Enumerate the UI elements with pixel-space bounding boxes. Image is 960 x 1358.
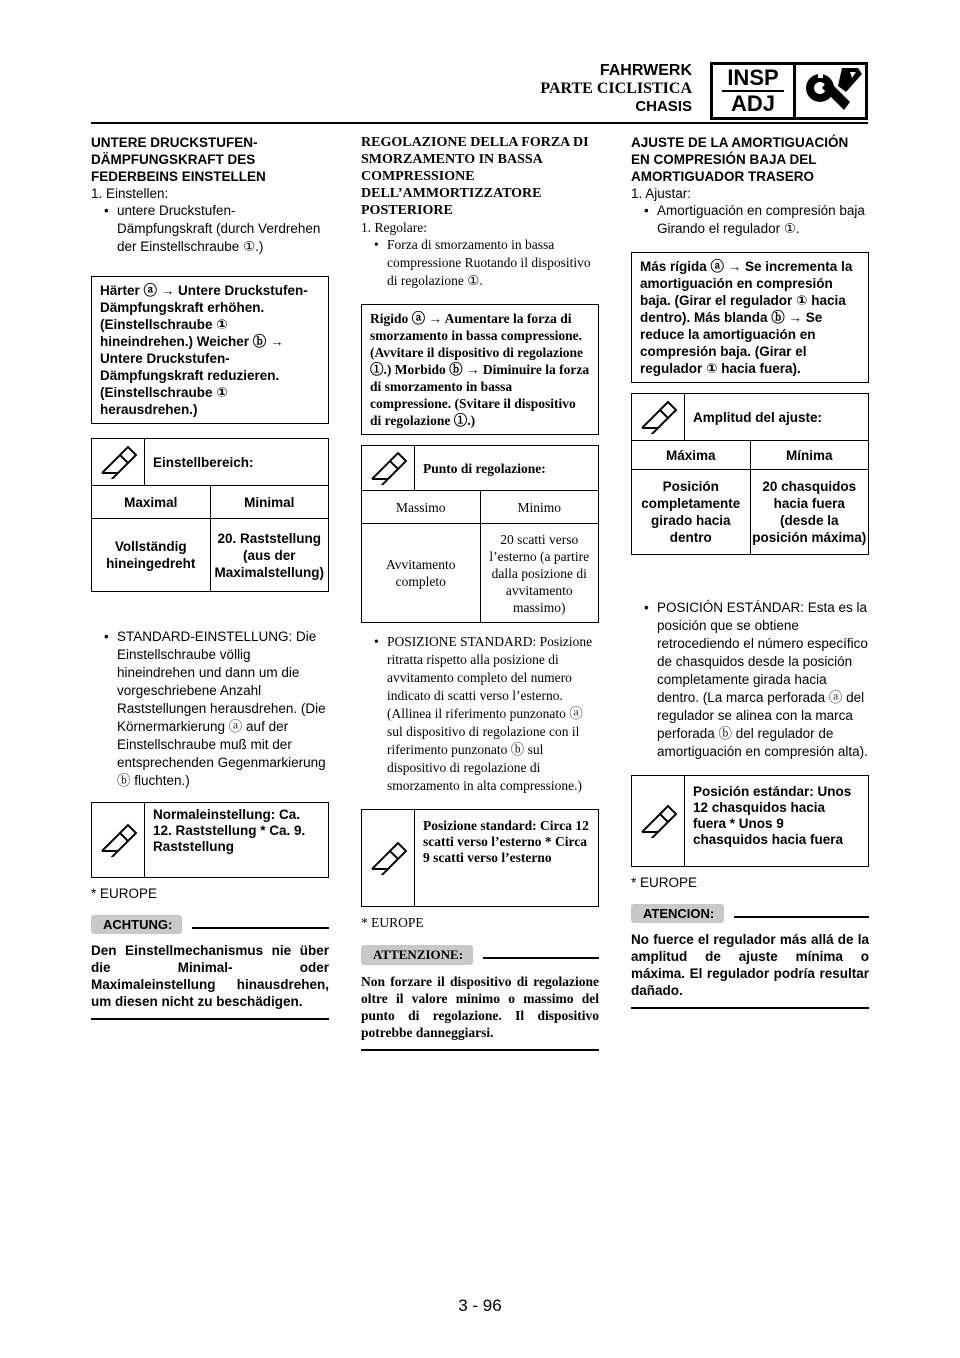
wrench-icon <box>798 66 864 116</box>
column-header-min: Mínima <box>750 441 869 469</box>
warning-end-rule <box>361 1049 599 1051</box>
bullet-item: • untere Druckstufen-Dämpfungskraft (durch Verdrehen der Einstellschraube ①.) <box>104 203 321 254</box>
column-header-max: Massimo <box>395 499 446 515</box>
standard-setting-bullet: • POSICIÓN ESTÁNDAR: Esta es la posición que se obtiene retrocediendo el número específico de chasquidos desde la posición completamente girada hacia dentro. (La marca perforada ⓐ del regulador se alinea con la marca perforada ⓑ del regulador de amortiguación en compresión alta). <box>644 600 868 759</box>
pen-icon <box>632 776 685 866</box>
pen-icon <box>92 803 145 877</box>
page-number: 3 - 96 <box>458 1296 502 1315</box>
adjust-direction-box: Härter ⓐ → Untere Druckstufen-Dämpfungskraft erhöhen. (Einstellschraube ① hineindrehen.) Weicher ⓑ → Untere Druckstufen-Dämpfungskraft reduzieren. (Einstellschraube ① herausdrehen.) <box>91 276 329 424</box>
value-min: 20 chasquidos hacia fuera (desde la posición máxima) <box>750 470 869 554</box>
title-it: PARTE CICLISTICA <box>540 80 692 97</box>
pen-icon <box>362 446 415 490</box>
step-label: 1. Einstellen: <box>91 186 169 201</box>
insp-adj-badge <box>710 62 868 120</box>
value-min: 20. Raststellung (aus der Maximalstellung) <box>210 519 329 591</box>
header-rule <box>91 122 868 124</box>
warning-tag: ACHTUNG: <box>91 915 182 934</box>
badge-top-text: INSP <box>727 65 779 90</box>
warning-body: Den Einstellmechanismus nie über die Minimal- oder Maximaleinstellung hinausdrehen, um diesen nicht zu beschädigen. <box>91 943 329 1009</box>
section-heading: UNTERE DRUCKSTUFEN-DÄMPFUNGSKRAFT DES FEDERBEINS EINSTELLEN <box>91 135 266 184</box>
column-german <box>91 134 329 1020</box>
standard-note-box <box>91 802 329 878</box>
adjust-direction-box: Más rígida ⓐ → Se incrementa la amortiguación en compresión baja. (Girar el regulador ① hacia dentro). Más blanda ⓑ → Se reduce la amortiguación en compresión baja. (Girar el regulador ① hacia fuera). <box>631 252 869 383</box>
column-header-max: Máxima <box>665 447 716 463</box>
warning-header <box>631 904 869 923</box>
warning-end-rule <box>91 1018 329 1020</box>
standard-note-text: Normaleinstellung: Ca. 12. Raststellung * Ca. 9. Raststellung <box>153 807 306 854</box>
warning-body: No fuerce el regulador más allá de la amplitud de ajuste mínima o máxima. El regulador podría resultar dañado. <box>631 932 869 998</box>
column-header-min: Minimo <box>480 491 599 523</box>
column-header-min: Minimal <box>210 486 329 518</box>
warning-header <box>361 945 599 965</box>
range-table <box>91 438 329 592</box>
europe-note: * EUROPE <box>361 915 424 930</box>
title-de: FAHRWERK <box>599 62 692 79</box>
range-label: Amplitud del ajuste: <box>693 409 823 425</box>
step-label: 1. Ajustar: <box>631 186 692 201</box>
pen-icon <box>632 394 685 440</box>
section-titles <box>540 62 692 116</box>
warning-body: Non forzare il dispositivo di regolazione oltre il valore minimo o massimo del punto di regolazione. Il dispositivo potrebbe danneggiarsi. <box>361 974 599 1040</box>
standard-setting-bullet: • POSIZIONE STANDARD: Posizione ritratta rispetto alla posizione di avvitamento completo del numero indicato di scatti verso l’esterno. (Allinea il riferimento punzonato ⓐ sul dispositivo di regolazione con il riferimento punzonato ⓑ sul dispositivo di regolazione di smorzamento in alta compressione.) <box>374 634 593 793</box>
step-label: 1. Regolare: <box>361 220 427 235</box>
column-italian <box>361 134 599 1051</box>
adjust-direction-box: Rigido ⓐ → Aumentare la forza di smorzamento in bassa compressione. (Avvitare il dispositivo di regolazione ①.) Morbido ⓑ → Diminuire la forza di smorzamento in bassa compressione. (Svitare il dispositivo di regolazione ①.) <box>361 304 599 435</box>
value-max: Posición completamente girado hacia dentro <box>641 479 741 545</box>
value-max: Vollständig hineingedreht <box>106 539 196 571</box>
column-header-max: Maximal <box>124 494 178 510</box>
standard-note-text: Posición estándar: Unos 12 chasquidos hacia fuera * Unos 9 chasquidos hacia fuera <box>693 784 852 847</box>
standard-note-box <box>631 775 869 867</box>
range-label: Einstellbereich: <box>153 454 254 470</box>
value-min: 20 scatti verso l’esterno (a partire dalla posizione di avvitamento massimo) <box>480 524 599 622</box>
bullet-item: • Forza di smorzamento in bassa compressione Ruotando il dispositivo di regolazione ①. <box>374 237 591 288</box>
standard-setting-bullet: • STANDARD-EINSTELLUNG: Die Einstellschraube völlig hineindrehen und dann um die vorgeschriebene Anzahl Raststellungen herausdrehen. (Die Körnermarkierung ⓐ auf der Einstellschraube muß mit der entsprechenden Gegenmarkierung ⓑ fluchten.) <box>104 629 326 788</box>
badge-bottom-text: ADJ <box>730 91 775 116</box>
bullet-item: • Amortiguación en compresión baja Girando el regulador ①. <box>644 203 865 236</box>
warning-tag: ATENCION: <box>631 904 724 923</box>
europe-note: * EUROPE <box>631 875 698 890</box>
title-es: CHASIS <box>635 98 692 115</box>
range-label: Punto di regolazione: <box>423 460 546 476</box>
standard-note-box <box>361 809 599 907</box>
standard-note-text: Posizione standard: Circa 12 scatti verso l’esterno * Circa 9 scatti verso l’esterno <box>423 818 589 865</box>
range-table <box>631 393 869 555</box>
column-spanish <box>631 134 869 1009</box>
pen-icon <box>362 810 415 906</box>
value-max: Avvitamento completo <box>386 557 456 589</box>
warning-tag: ATTENZIONE: <box>361 945 473 965</box>
warning-end-rule <box>631 1007 869 1009</box>
range-table <box>361 445 599 623</box>
pen-icon <box>92 439 145 485</box>
section-heading: REGOLAZIONE DELLA FORZA DI SMORZAMENTO IN BASSA COMPRESSIONE DELL’AMMORTIZZATORE POSTERIORE <box>361 135 589 218</box>
section-heading: AJUSTE DE LA AMORTIGUACIÓN EN COMPRESIÓN BAJA DEL AMORTIGUADOR TRASERO <box>631 135 849 184</box>
europe-note: * EUROPE <box>91 886 158 901</box>
warning-header <box>91 915 329 934</box>
